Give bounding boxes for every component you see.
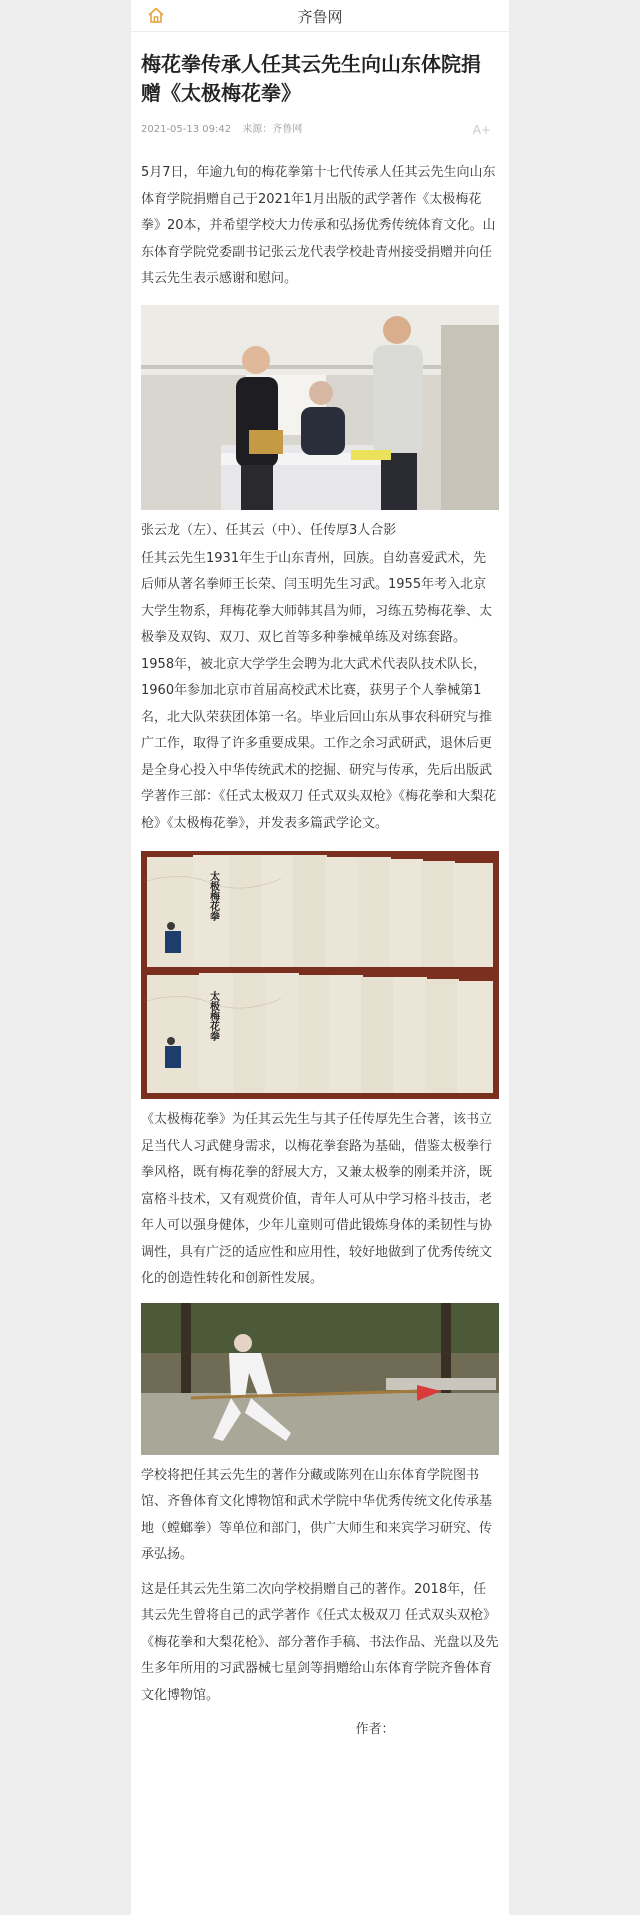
paragraph-5: 这是任其云先生第二次向学校捐赠自己的著作。2018年，任其云先生曾将自己的武学著作《任式太极双刀 任式双头双枪》《梅花拳和大梨花枪》、部分著作手稿、书法作品、光盘以及先生多年所用的习武器械七星剑等捐赠给山东体育学院齐鲁体育文化博物馆。 [141, 1581, 499, 1703]
paragraph-1: 5月7日，年逾九旬的梅花拳第十七代传承人任其云先生向山东体育学院捐赠自己于2021年1月出版的武学著作《太极梅花拳》20本，并希望学校大力传承和弘扬优秀传统体育文化。山东体育学院党委副书记张云龙代表学校赴青州接受捐赠并向任其云先生表示感谢和慰问。 [141, 165, 496, 286]
article-source: 来源：齐鲁网 [242, 124, 303, 135]
photo-books [141, 851, 499, 1099]
font-size-icon[interactable]: A+ [472, 123, 491, 137]
photo-caption: 张云龙（左）、任其云（中）、任传厚3人合影 [141, 522, 397, 538]
photo-spear-practice [141, 1303, 499, 1455]
article-meta [141, 122, 499, 138]
top-bar [131, 0, 509, 32]
book-title-2: 太极梅花拳 [207, 991, 219, 1041]
publish-date: 2021-05-13 09:42 [141, 124, 232, 135]
paragraph-2: 任其云先生1931年生于山东青州，回族。自幼喜爱武术，先后师从著名拳师王长荣、闫玉明先生习武。1955年考入北京大学生物系，拜梅花拳大师韩其昌为师，习练五势梅花拳、太极拳及双钩、双刀、双匕首等多种拳械单练及对练套路。1958年，被北京大学学生会聘为北大武术代表队技术队长，1960年参加北京市首届高校武术比赛，获男子个人拳械第1名，北大队荣获团体第一名。毕业后回山东从事农科研究与推广工作，取得了许多重要成果。工作之余习武研武，退休后更是全身心投入中华传统武术的挖掘、研究与传承，先后出版武学著作三部：《任式太极双刀 任式双头双枪》《梅花拳和大梨花枪》《太极梅花拳》，并发表多篇武学论文。 [141, 550, 497, 831]
article-page [131, 0, 509, 1915]
site-name[interactable]: 齐鲁网 [297, 8, 343, 26]
author-label: 作者： [355, 1722, 395, 1737]
article-body [131, 50, 509, 1743]
article-title: 梅花拳传承人任其云先生向山东体院捐赠《太极梅花拳》 [141, 52, 481, 105]
paragraph-4: 学校将把任其云先生的著作分藏或陈列在山东体育学院图书馆、齐鲁体育文化博物馆和武术学院中华优秀传统文化传承基地（螳螂拳）等单位和部门，供广大师生和来宾学习研究、传承弘扬。 [141, 1467, 493, 1562]
book-title-1: 太极梅花拳 [207, 871, 219, 921]
photo-group [141, 305, 499, 510]
paragraph-3: 《太极梅花拳》为任其云先生与其子任传厚先生合著，该书立足当代人习武健身需求，以梅花拳套路为基础，借鉴太极拳行拳风格，既有梅花拳的舒展大方，又兼太极拳的刚柔并济，既富格斗技术，又有观赏价值，青年人可从中学习格斗技击，老年人可以强身健体，少年儿童则可借此锻炼身体的柔韧性与协调性，具有广泛的适应性和应用性，较好地做到了优秀传统文化的创造性转化和创新性发展。 [141, 1112, 493, 1286]
